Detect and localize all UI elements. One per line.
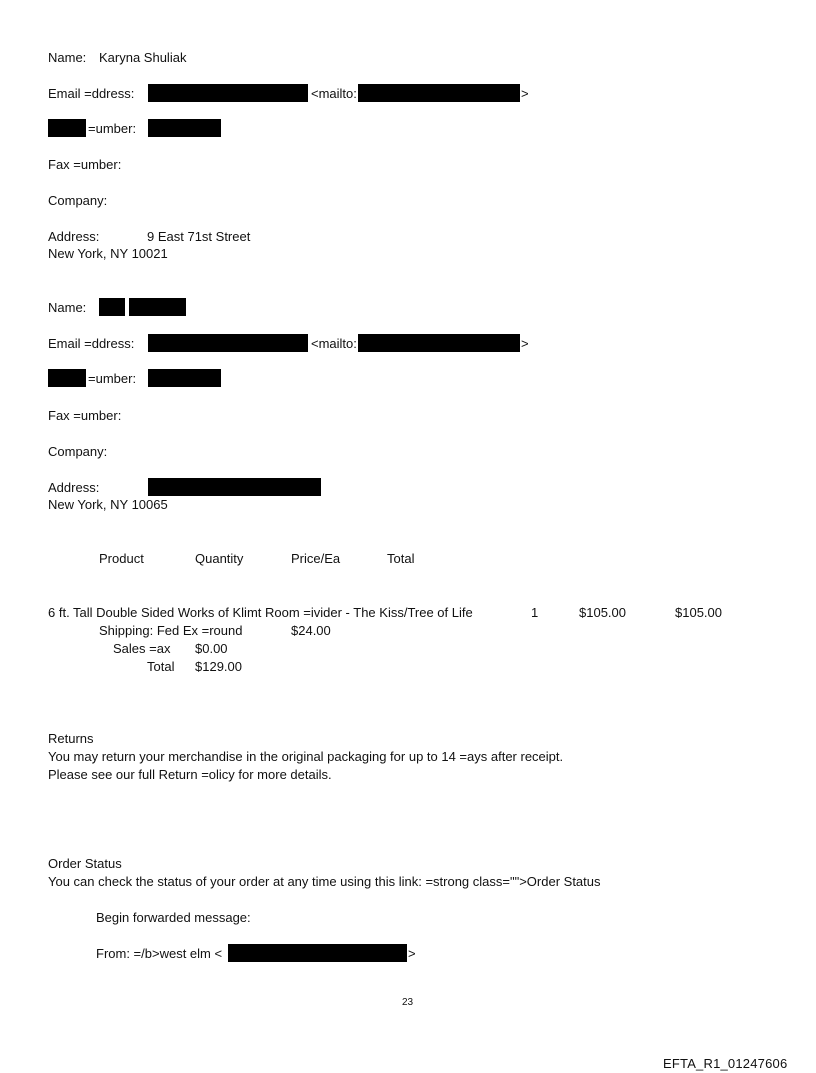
header-quantity: Quantity: [195, 551, 244, 566]
returns-line-1: You may return your merchandise in the original packaging for up to 14 =ays after receipt.: [48, 749, 564, 764]
contact1-name-label: Name:: [48, 50, 87, 65]
item-quantity: 1: [531, 605, 539, 620]
redaction-box: [148, 478, 321, 496]
header-total: Total: [387, 551, 415, 566]
header-price-each: Price/Ea: [291, 551, 341, 566]
redaction-box: [148, 369, 221, 387]
redaction-box: [99, 298, 125, 316]
item-description: 6 ft. Tall Double Sided Works of Klimt Room =ivider - The Kiss/Tree of Life: [48, 605, 473, 620]
contact1-address-label: Address:: [48, 229, 100, 244]
returns-heading: Returns: [48, 731, 94, 746]
order-total-value: $129.00: [195, 659, 242, 674]
item-total: $105.00: [675, 605, 722, 620]
contact2-address-label: Address:: [48, 480, 100, 495]
shipping-label: Shipping: Fed Ex =round: [99, 623, 243, 638]
shipping-value: $24.00: [291, 623, 331, 638]
redaction-box: [358, 84, 520, 102]
forwarded-from-close: >: [408, 946, 416, 961]
contact1-mailto-close: >: [521, 86, 529, 101]
contact1-company-label: Company:: [48, 193, 108, 208]
redaction-box: [148, 84, 308, 102]
document-id: EFTA_R1_01247606: [663, 1056, 788, 1071]
contact2-email-label: Email =ddress:: [48, 336, 135, 351]
redaction-box: [148, 334, 308, 352]
redaction-box: [48, 119, 86, 137]
tax-value: $0.00: [195, 641, 228, 656]
contact1-mailto-open: <mailto:: [311, 86, 357, 101]
redaction-box: [48, 369, 86, 387]
page-number: 23: [402, 997, 414, 1008]
redaction-box: [358, 334, 520, 352]
contact2-mailto-close: >: [521, 336, 529, 351]
contact1-name-value: Karyna Shuliak: [99, 50, 187, 65]
redaction-box: [148, 119, 221, 137]
header-product: Product: [99, 551, 144, 566]
item-price: $105.00: [579, 605, 626, 620]
contact1-email-label: Email =ddress:: [48, 86, 135, 101]
order-status-heading: Order Status: [48, 856, 122, 871]
contact2-name-label: Name:: [48, 300, 87, 315]
forwarded-from: From: =/b>west elm <: [96, 946, 223, 961]
contact2-mailto-open: <mailto:: [311, 336, 357, 351]
contact1-fax-label: Fax =umber:: [48, 157, 122, 172]
contact2-fax-label: Fax =umber:: [48, 408, 122, 423]
redaction-box: [129, 298, 186, 316]
order-status-line: You can check the status of your order at any time using this link: =strong class="">Order Status: [48, 874, 601, 889]
contact1-address-value: 9 East 71st Street: [147, 229, 251, 244]
returns-line-2: Please see our full Return =olicy for more details.: [48, 767, 332, 782]
tax-label: Sales =ax: [113, 641, 171, 656]
contact1-city-line: New York, NY 10021: [48, 246, 168, 261]
redaction-box: [228, 944, 407, 962]
contact2-city-line: New York, NY 10065: [48, 497, 168, 512]
contact2-company-label: Company:: [48, 444, 108, 459]
contact2-phone-label: =umber:: [88, 371, 137, 386]
order-total-label: Total: [147, 659, 175, 674]
contact1-phone-label: =umber:: [88, 121, 137, 136]
forwarded-intro: Begin forwarded message:: [96, 910, 251, 925]
